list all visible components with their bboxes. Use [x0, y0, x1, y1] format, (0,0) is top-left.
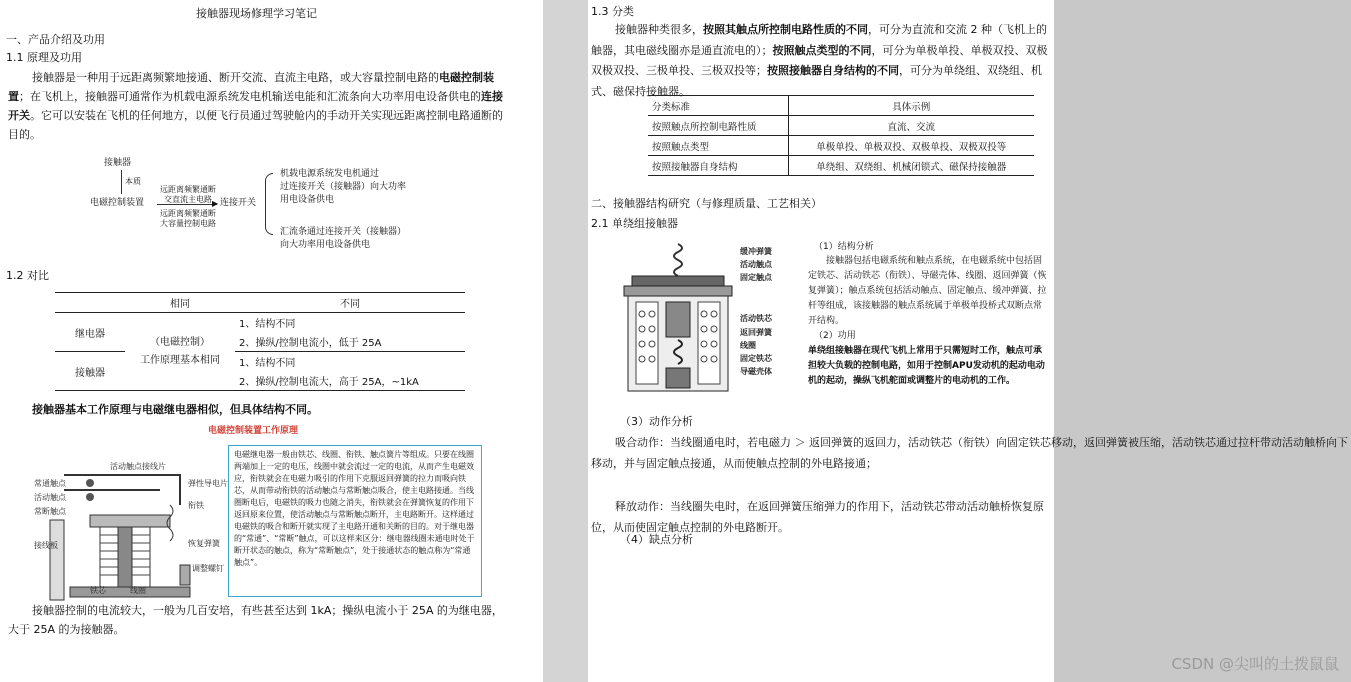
doc-title: 接触器现场修理学习笔记	[196, 7, 317, 20]
figure-label: 弹性导电片	[188, 479, 228, 488]
diagram-use-text: 汇流条通过连接开关（接触器）	[280, 227, 407, 237]
bold-summary: 接触器基本工作原理与电磁继电器相似，但具体结构不同。	[32, 403, 318, 416]
figure-label: 线圈	[130, 586, 146, 595]
figure-label: 线圈	[740, 341, 756, 350]
figure-label: 常断触点	[34, 507, 66, 516]
figure-label: 活动铁芯	[740, 314, 772, 323]
figure-label: 活动触点	[740, 260, 772, 269]
diagram-node-device: 电磁控制装置	[90, 198, 145, 208]
table-cell: 2、操纵/控制电流大，高于 25A，~1kA	[235, 371, 465, 391]
figure-label: 活动触点	[34, 493, 66, 502]
heading-single-winding: 2.1 单绕组接触器	[591, 217, 678, 230]
figure-label: 固定铁芯	[740, 354, 772, 363]
arrow-icon: ▶	[212, 199, 219, 208]
action-analysis-title: （3）动作分析	[620, 415, 693, 428]
table-header: 具体示例	[788, 96, 1034, 116]
heading-product-intro: 一、产品介绍及功用	[6, 33, 105, 46]
paragraph-principle: 接触器是一种用于远距离频繁地接通、断开交流、直流主电路，或大容量控制电路的电磁控制装置；在飞机上，接触器可通常作为机载电源系统发电机输送电能和汇流条向大功率用电设备供电的连接开关。它可以安装在飞机的任何地方，以便飞行员通过驾驶舱内的手动开关实现远距离控制电路通断的目的。	[8, 71, 503, 141]
diagram-node-switch: 连接开关	[220, 198, 257, 208]
table-cell: 1、结构不同	[235, 352, 465, 372]
page-gutter	[543, 0, 588, 682]
figure-description-box: 电磁继电器一般由铁芯、线圈、衔铁、触点簧片等组成。只要在线圈两端加上一定的电压，线圈中就会流过一定的电流，从而产生电磁效应，衔铁就会在电磁力吸引的作用下克服返回弹簧的拉力而吸向铁芯，从而带动衔铁的活动触点与常断触点吸合，使主电路接通。当线圈断电后，电磁铁的吸力也随之消失，衔铁就会在弹簧恢复的作用下返回原来位置，使活动触点与常断触点断开，主电路断开。这样通过电磁铁的吸合和断开就实现了主电路开通和关断的目的。对于继电器的“常通”、“常断”触点，可以这样来区分：继电器线圈未通电时处于断开状态的触点，称为“常断触点”，处于接通状态的触点称为“常通触点”。	[228, 445, 482, 597]
contactor-structure-diagram	[618, 244, 738, 394]
table-header: 相同	[125, 293, 235, 313]
diagram-arrow-label: 远距离频繁通断	[160, 185, 216, 194]
table-cell: 按照触点类型	[648, 136, 788, 156]
paragraph-current: 接触器控制的电流较大，一般为几百安培，有些甚至达到 1kA；操纵电流小于 25A 的为继电器，大于 25A 的为接触器。	[8, 604, 503, 636]
table-header: 分类标准	[648, 96, 788, 116]
figure-label: 常通触点	[34, 479, 66, 488]
figure-label: 固定触点	[740, 273, 772, 282]
structure-analysis-text: 接触器包括电磁系统和触点系统，在电磁系统中包括固定铁芯、活动铁芯（衔铁）、导磁壳体、线圈、返回弹簧（恢复弹簧）；触点系统包括活动触点、固定触点、缓冲弹簧、拉杆等组成，该接触器的触点系统属于单极单投桥式双断点常开结构。	[808, 256, 1047, 326]
table-cell: （电磁控制） 工作原理基本相同	[125, 313, 235, 391]
figure-label: 恢复弹簧	[188, 539, 220, 548]
diagram-use-text: 机载电源系统发电机通过	[280, 169, 380, 179]
diagram-use-text: 用电设备供电	[280, 195, 335, 205]
diagram-use-text: 向大功率用电设备供电	[280, 240, 371, 250]
diagram-arrow-label: 大容量控制电路	[160, 219, 216, 228]
diagram-arrow-label: 交直流主电路	[164, 195, 212, 204]
table-cell: 接触器	[55, 352, 125, 391]
diagram-use-text: 过连接开关（接触器）向大功率	[280, 182, 407, 192]
function-title: （2）功用	[814, 331, 856, 341]
figure-label: 缓冲弹簧	[740, 247, 772, 256]
table-cell: 1、结构不同	[235, 313, 465, 333]
diagram-node-contactor: 接触器	[104, 158, 132, 168]
table-cell: 单绕组、双绕组、机械闭锁式、磁保持接触器	[788, 156, 1034, 176]
figure-label: 导磁壳体	[740, 367, 772, 376]
heading-structure: 二、接触器结构研究（与修理质量、工艺相关）	[591, 197, 822, 210]
paragraph-classification: 接触器种类很多，按照其触点所控制电路性质的不同，可分为直流和交流 2 种（飞机上的 触器，其电磁线圈亦是通直流电的）；按照触点类型的不同，可分为单极单投、单极双投、双极 双极双投、三极单投、三极双投等；按照接触器自身结构的不同，可分为单绕组、双绕组、机 式、磁保持接触器。	[591, 23, 1048, 98]
document-page-left	[0, 0, 543, 682]
compare-table	[55, 292, 465, 391]
figure-label: 铁芯	[90, 586, 106, 595]
action-release-text: 释放动作：当线圈失电时，在返回弹簧压缩弹力的作用下，活动铁芯带动活动触桥恢复原位，从而使固定触点控制的外电路断开。	[591, 500, 1044, 534]
table-cell: 继电器	[55, 313, 125, 352]
diagram-arrow-label: 远距离频繁通断	[160, 209, 216, 218]
figure-label: 活动触点接线片	[110, 462, 166, 471]
table-cell: 单极单投、单极双投、双极单投、双极双投等	[788, 136, 1034, 156]
heading-principle: 1.1 原理及功用	[6, 51, 82, 64]
table-cell: 2、操纵/控制电流小，低于 25A	[235, 332, 465, 352]
csdn-watermark: CSDN @尖叫的土拨鼠鼠	[1171, 655, 1339, 673]
defect-analysis-title: （4）缺点分析	[620, 533, 693, 546]
table-cell: 按照触点所控制电路性质	[648, 116, 788, 136]
action-absorb-text: 吸合动作：当线圈通电时，若电磁力 ＞ 返回弹簧的返回力，活动铁芯（衔铁）向固定铁芯移动，返回弹簧被压缩，活动铁芯通过拉杆带动活动触桥向下移动，并与固定触点接通，从而使触点控制的外电路接通；	[591, 436, 1348, 470]
structure-analysis-title: （1）结构分析	[814, 242, 874, 252]
figure-label: 调整螺钉	[192, 564, 224, 573]
diagram-label-essence: 本质	[125, 177, 141, 186]
figure-title: 电磁控制装置工作原理	[208, 426, 299, 436]
table-cell: 按照接触器自身结构	[648, 156, 788, 176]
figure-label: 衔铁	[188, 501, 204, 510]
table-cell: 直流、交流	[788, 116, 1034, 136]
figure-label: 返回弹簧	[740, 328, 772, 337]
function-text: 单绕组接触器在现代飞机上常用于只需短时工作，触点可承担较大负载的控制电路，如用于控制APU发动机的起动电动机的起动，操纵飞机舵面或调整片的电动机的工作。	[808, 346, 1045, 386]
classification-table	[648, 95, 1034, 176]
heading-compare: 1.2 对比	[6, 269, 49, 282]
heading-classification: 1.3 分类	[591, 5, 634, 18]
figure-label: 接线板	[34, 541, 58, 550]
table-header: 不同	[235, 293, 465, 313]
